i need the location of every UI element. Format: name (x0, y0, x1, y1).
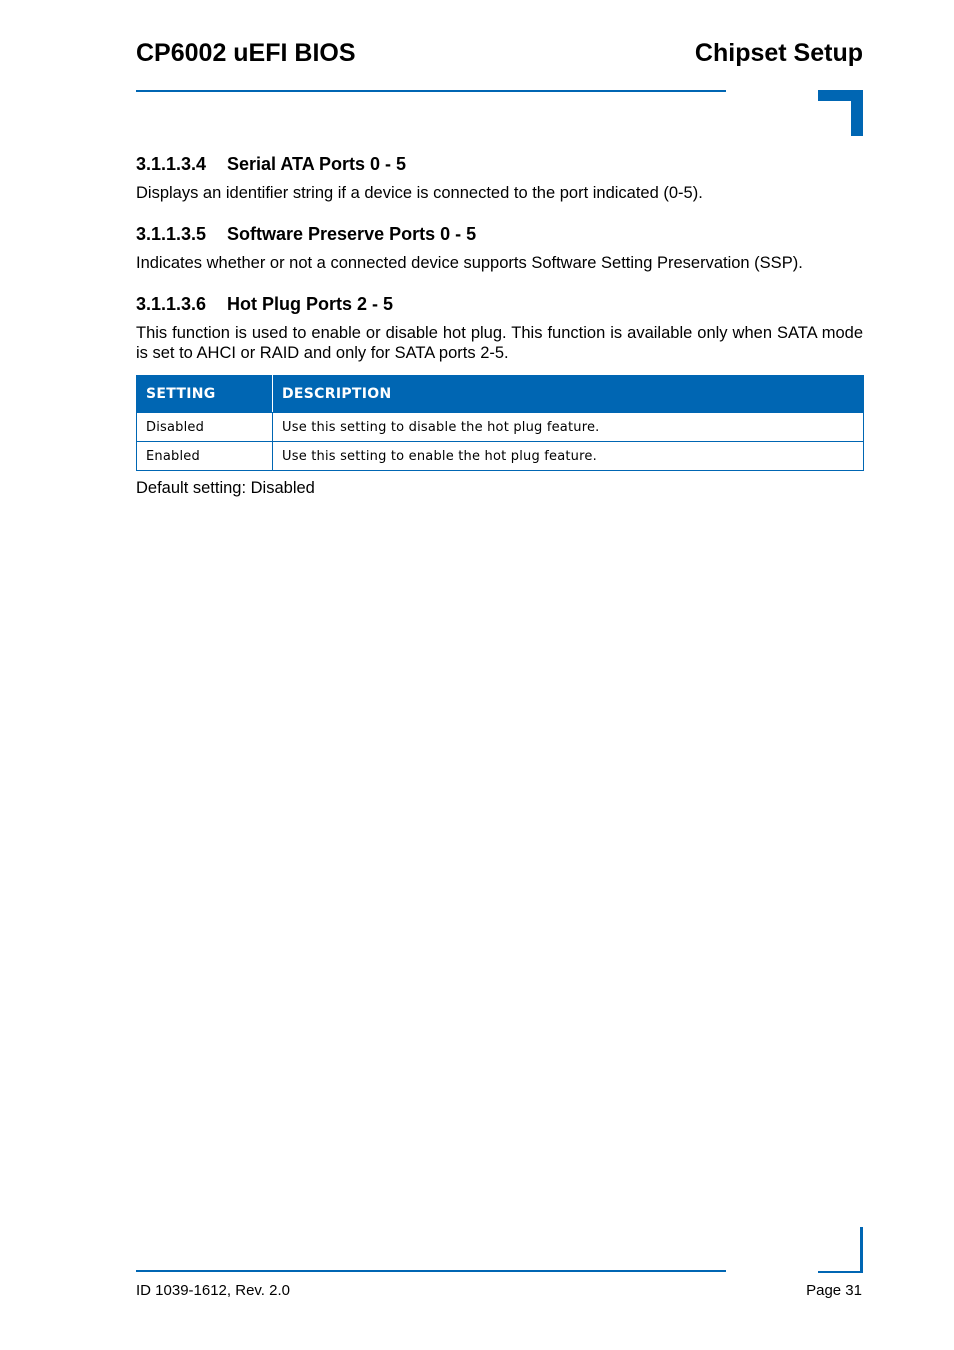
setting-cell: Disabled (137, 413, 273, 442)
section-number: 3.1.1.3.5 (136, 224, 207, 244)
section-heading-serial-ata (136, 150, 863, 178)
page-number: Page 31 (806, 1282, 862, 1299)
setting-cell: Enabled (137, 442, 273, 471)
table-row (137, 413, 864, 442)
footer-rule (136, 1270, 726, 1272)
footer-corner-mark (818, 1271, 863, 1273)
column-header-description: DESCRIPTION (273, 376, 864, 413)
table-header-row (137, 376, 864, 413)
page-content (136, 150, 863, 498)
section-title: Software Preserve Ports 0 - 5 (227, 224, 477, 244)
section-title: Serial ATA Ports 0 - 5 (227, 154, 407, 174)
description-cell: Use this setting to enable the hot plug feature. (273, 442, 864, 471)
default-setting-note: Default setting: Disabled (136, 479, 315, 497)
section-heading-software-preserve (136, 220, 863, 248)
section-body-hot-plug: This function is used to enable or disable hot plug. This function is available only when SATA mode is set to AHCI or RAID and only for SATA ports 2-5. (136, 324, 863, 362)
section-title: Hot Plug Ports 2 - 5 (227, 294, 394, 314)
section-number: 3.1.1.3.4 (136, 154, 207, 174)
section-number: 3.1.1.3.6 (136, 294, 207, 314)
table-row (137, 442, 864, 471)
document-title: CP6002 uEFI BIOS (136, 39, 356, 67)
chapter-title: Chipset Setup (694, 39, 863, 67)
description-cell: Use this setting to disable the hot plug feature. (273, 413, 864, 442)
header-corner-mark-vertical (851, 90, 863, 136)
document-id: ID 1039-1612, Rev. 2.0 (136, 1282, 290, 1299)
header-rule (136, 90, 726, 92)
section-body-serial-ata: Displays an identifier string if a device is connected to the port indicated (0-5). (136, 184, 703, 202)
footer-corner-mark-vertical (860, 1227, 863, 1273)
hot-plug-settings-table (136, 375, 864, 471)
section-heading-hot-plug (136, 290, 863, 318)
section-body-software-preserve: Indicates whether or not a connected device supports Software Setting Preservation (SSP). (136, 254, 803, 272)
column-header-setting: SETTING (137, 376, 273, 413)
